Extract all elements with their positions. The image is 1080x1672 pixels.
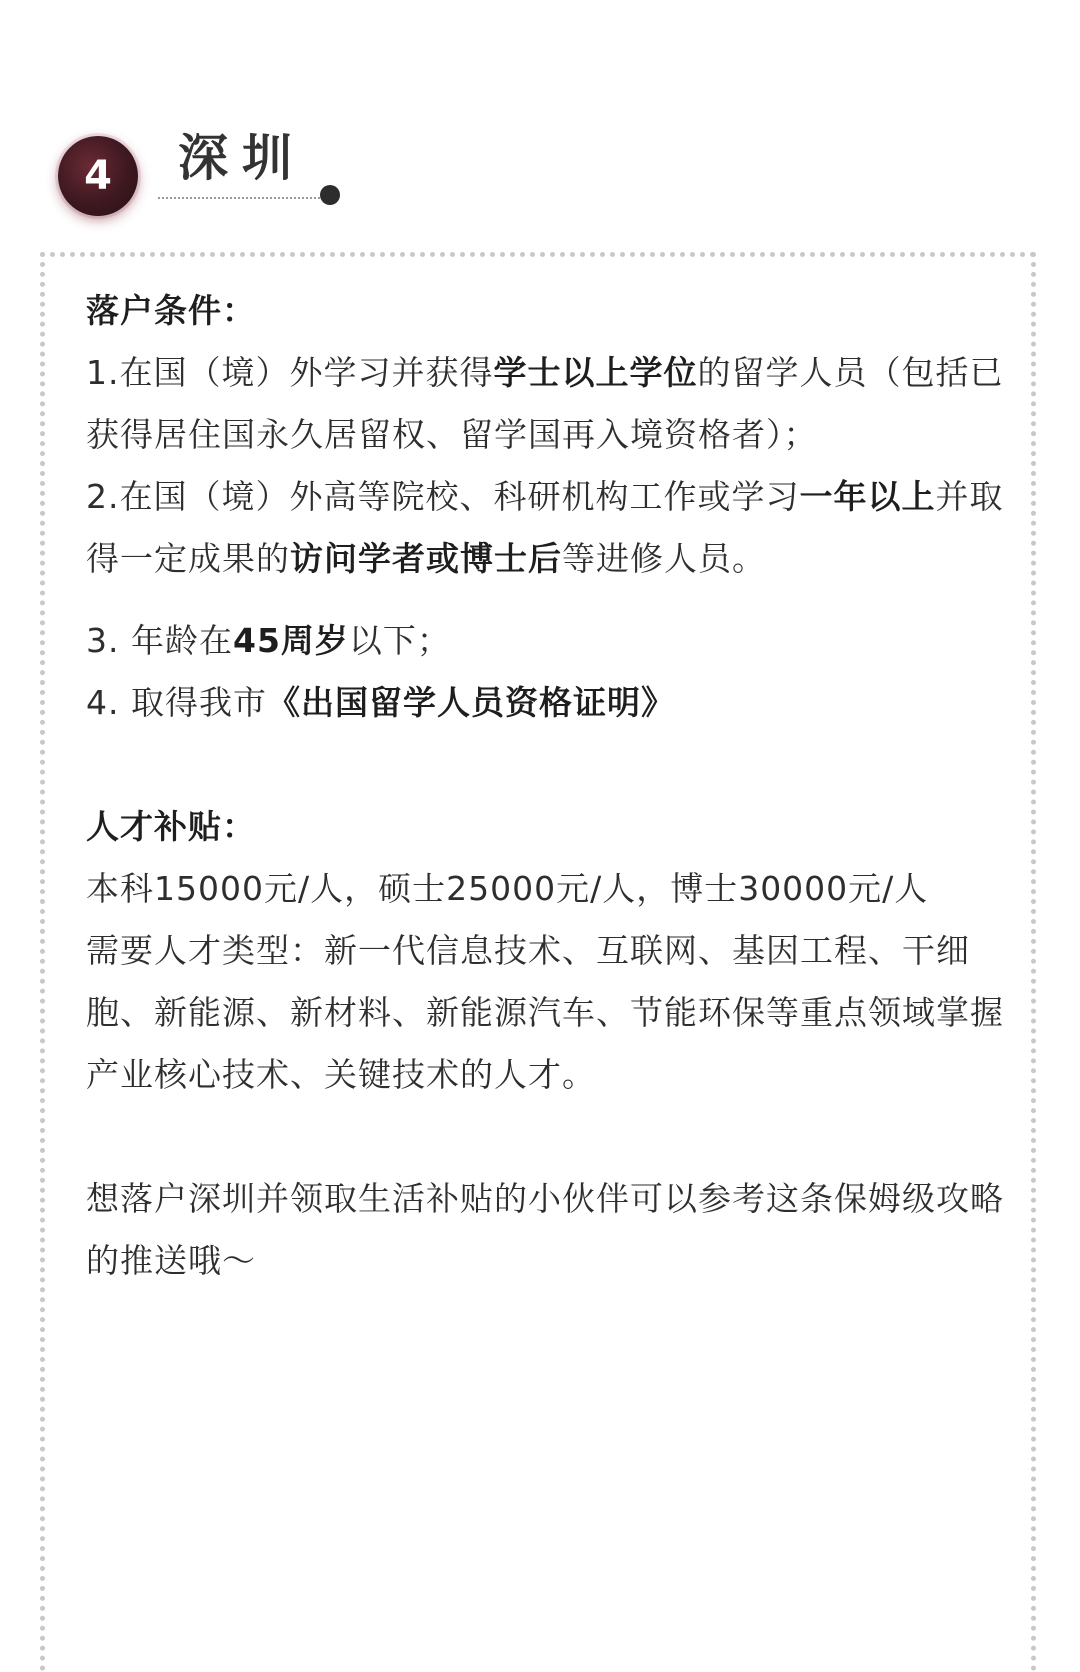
settlement-item-1 [86,342,1006,466]
talent-types: 需要人才类型：新一代信息技术、互联网、基因工程、干细胞、新能源、新材料、新能源汽车、节能环保等重点领域掌握产业核心技术、关键技术的人才。 [86,931,1004,1094]
item-1-text: 1.在国（境）外学习并获得 [86,353,494,392]
content-body [86,280,1006,1292]
settlement-heading: 落户条件： [86,291,256,330]
city-title: 深圳 [178,129,306,187]
subsidy-amounts: 本科15000元/人，硕士25000元/人，博士30000元/人 [86,869,929,908]
settlement-item-3 [86,610,1006,672]
item-2-text-mid: 并取得一定成果的 [86,477,1004,578]
settlement-item-4 [86,672,1006,734]
item-1-emphasis: 学士以上学位 [493,353,698,392]
item-3-emphasis: 45周岁 [232,621,349,660]
title-rule-dot [320,185,340,205]
section-number-badge: 4 [58,136,138,216]
spacer [86,734,1006,796]
item-4-text: 4. 取得我市 [86,683,267,722]
item-2-emphasis-duration: 一年以上 [799,477,936,516]
item-2-text: 2.在国（境）外高等院校、科研机构工作或学习 [86,477,800,516]
item-1-text-end: 的留学人员（包括已获得居住国永久居留权、留学国再入境资格者）； [86,353,1004,454]
item-2-emphasis-role: 访问学者或博士后 [290,539,562,578]
spacer [86,1106,1006,1168]
section-header [58,128,398,228]
settlement-item-2 [86,466,1006,590]
item-4-emphasis: 《出国留学人员资格证明》 [266,683,675,722]
item-3-text-end: 以下； [348,621,451,660]
title-dotted-rule [158,197,328,199]
item-3-text: 3. 年龄在 [86,621,233,660]
item-2-text-end: 等进修人员。 [562,539,766,578]
footer-note: 想落户深圳并领取生活补贴的小伙伴可以参考这条保姆级攻略的推送哦～ [86,1179,1004,1280]
spacer [86,590,1006,610]
subsidy-heading: 人才补贴： [86,807,256,846]
